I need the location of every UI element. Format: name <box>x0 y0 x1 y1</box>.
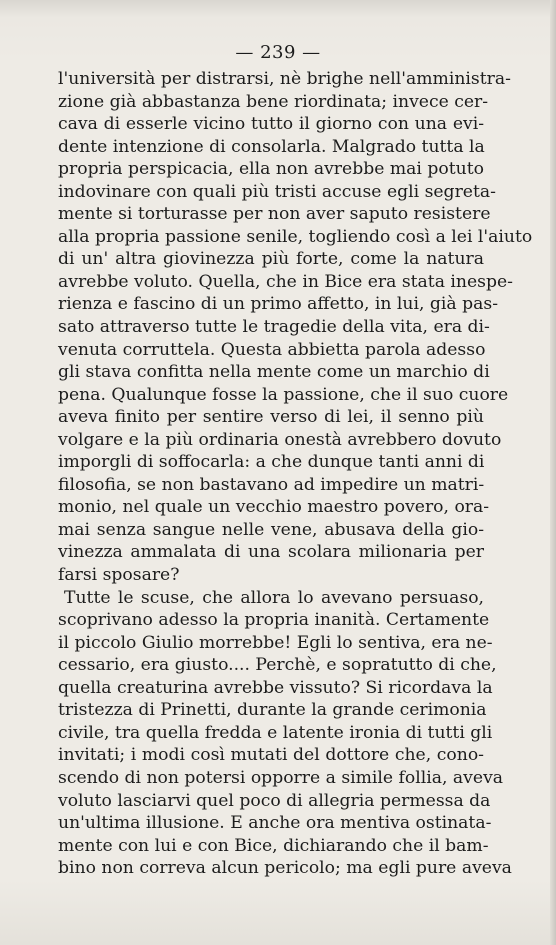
paragraph <box>58 587 512 880</box>
page-number: — 239 — <box>235 42 321 63</box>
text-line: avrebbe voluto. Quella, che in Bice era stata inespe- <box>58 271 513 292</box>
text-line: filosofia, se non bastavano ad impedire un matri- <box>58 474 485 495</box>
text-line: cessario, era giusto.... Perchè, e sopratutto di che, <box>58 655 497 676</box>
text-line: indovinare con quali più tristi accuse egli segreta- <box>58 181 496 202</box>
text-line: scoprivano adesso la propria inanità. Certamente <box>58 610 490 631</box>
text-line: scendo di non potersi opporre a simile follia, aveva <box>58 767 504 788</box>
text-line: voluto lasciarvi quel poco di allegria permessa da <box>58 790 491 811</box>
text-line: tristezza di Prinetti, durante la grande cerimonia <box>58 700 487 721</box>
text-line: invitati; i modi così mutati del dottore che, cono- <box>58 745 484 766</box>
text-line: dente intenzione di consolarla. Malgrado tutta la <box>58 136 485 157</box>
text-line: rienza e fascino di un primo affetto, in lui, già pas- <box>58 294 499 315</box>
text-line: monio, nel quale un vecchio maestro povero, ora- <box>58 497 490 518</box>
text-line: volgare e la più ordinaria onestà avrebbero dovuto <box>58 429 502 450</box>
text-line: propria perspicacia, ella non avrebbe mai potuto <box>58 159 484 180</box>
text-line: alla propria passione senile, togliendo così a lei l'aiuto <box>58 226 533 247</box>
text-line: cava di esserle vicino tutto il giorno con una evi- <box>58 114 484 135</box>
text-line: vinezza ammalata di una scolara milionaria per <box>58 542 484 563</box>
text-line: Tutte le scuse, che allora lo avevano persuaso, <box>64 587 484 608</box>
text-line: l'università per distrarsi, nè brighe nell'amministra- <box>58 69 511 89</box>
text-line: di un' altra giovinezza più forte, come la natura <box>58 249 484 270</box>
text-line: imporgli di soffocarla: a che dunque tanti anni di <box>58 452 485 473</box>
text-line: mente con lui e con Bice, dichiarando che il bam- <box>58 835 489 856</box>
text-line: mai senza sangue nelle vene, abusava della gio- <box>58 519 484 540</box>
text-line: farsi sposare? <box>58 565 180 586</box>
text-line: mente si torturasse per non aver saputo resistere <box>58 204 491 225</box>
paragraph <box>58 68 533 587</box>
text-line: venuta corruttela. Questa abbietta parola adesso <box>58 339 486 360</box>
text-line: quella creaturina avrebbe vissuto? Si ricordava la <box>58 677 493 698</box>
text-line: zione già abbastanza bene riordinata; invece cer- <box>58 91 489 112</box>
text-line: aveva finito per sentire verso di lei, il senno più <box>58 407 484 428</box>
text-line: il piccolo Giulio morrebbe! Egli lo sentiva, era ne- <box>58 632 493 653</box>
text-body <box>58 68 533 880</box>
text-line: pena. Qualunque fosse la passione, che il suo cuore <box>58 384 509 405</box>
text-line: civile, tra quella fredda e latente ironia di tutti gli <box>58 722 493 743</box>
page-edge-shadow <box>550 0 556 945</box>
text-line: un'ultima illusione. E anche ora mentiva ostinata- <box>58 813 492 834</box>
text-line: bino non correva alcun pericolo; ma egli pure aveva <box>58 858 512 879</box>
text-line: sato attraverso tutte le tragedie della vita, era di- <box>58 317 490 338</box>
text-line: gli stava confitta nella mente come un marchio di <box>58 362 490 383</box>
